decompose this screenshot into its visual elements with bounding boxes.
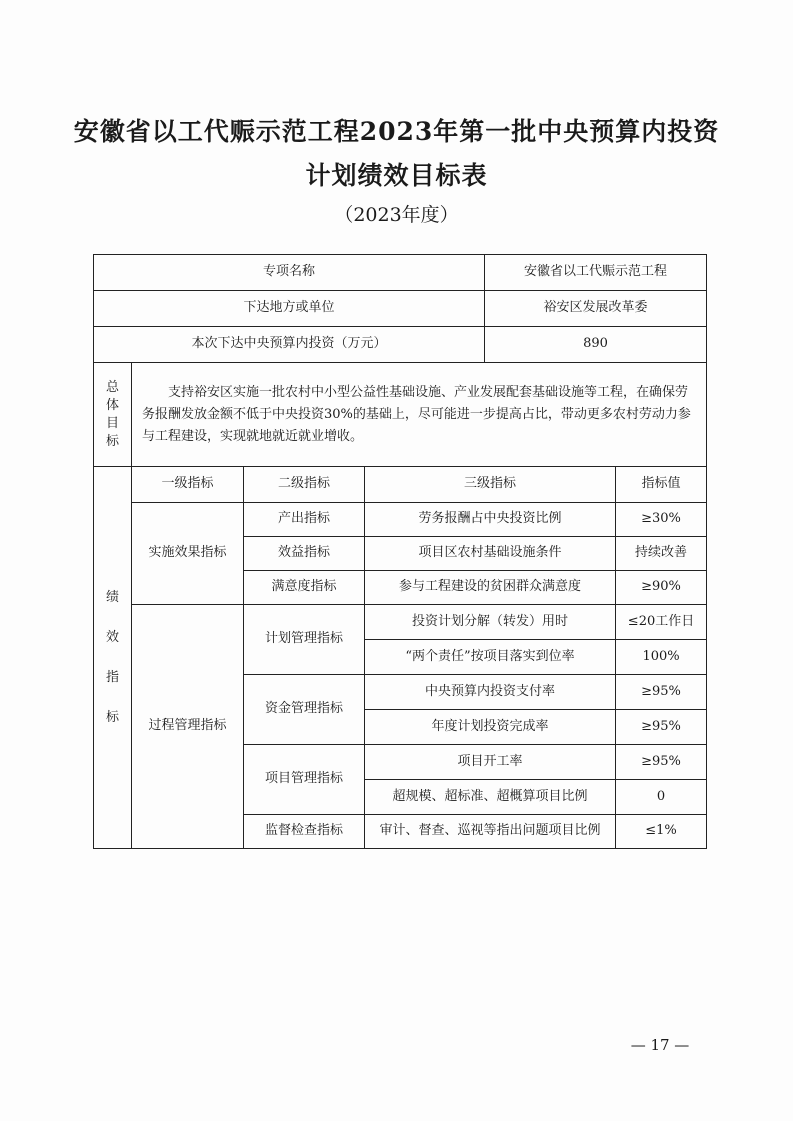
header-value: 指标值 xyxy=(616,467,707,503)
level2-cell: 计划管理指标 xyxy=(244,605,365,675)
level3-cell: 审计、督查、巡视等指出问题项目比例 xyxy=(365,815,616,849)
level1-cell: 实施效果指标 xyxy=(132,503,244,605)
level3-cell: 年度计划投资完成率 xyxy=(365,710,616,745)
level3-cell: “两个责任”按项目落实到位率 xyxy=(365,640,616,675)
level3-cell: 投资计划分解（转发）用时 xyxy=(365,605,616,640)
indicators-label-char: 标 xyxy=(105,709,119,725)
value-cell: 持续改善 xyxy=(616,537,707,571)
level3-cell: 中央预算内投资支付率 xyxy=(365,675,616,710)
value-cell: ≥30% xyxy=(616,503,707,537)
level3-cell: 项目区农村基础设施条件 xyxy=(365,537,616,571)
value-cell: ≤1% xyxy=(616,815,707,849)
header-level2: 二级指标 xyxy=(244,467,365,503)
overall-goal-label-char: 标 xyxy=(105,433,119,449)
value-cell: ≤20工作日 xyxy=(616,605,707,640)
header-level3: 三级指标 xyxy=(365,467,616,503)
overall-goal-label xyxy=(94,363,132,467)
table-row xyxy=(94,503,707,537)
level2-cell: 产出指标 xyxy=(244,503,365,537)
table-row xyxy=(94,605,707,640)
unit-value: 裕安区发展改革委 xyxy=(485,291,707,327)
investment-value: 890 xyxy=(485,327,707,363)
level2-cell: 监督检查指标 xyxy=(244,815,365,849)
document-title-line1: 安徽省以工代赈示范工程2023年第一批中央预算内投资 xyxy=(73,117,720,146)
indicator-header-row xyxy=(94,467,707,503)
overall-goal-row xyxy=(94,363,707,467)
level1-cell: 过程管理指标 xyxy=(132,605,244,849)
overall-goal-label-char: 总 xyxy=(105,379,119,395)
indicators-label-char: 效 xyxy=(105,629,119,645)
project-name-label: 专项名称 xyxy=(94,255,485,291)
value-cell: ≥90% xyxy=(616,571,707,605)
table-row xyxy=(94,327,707,363)
level3-cell: 劳务报酬占中央投资比例 xyxy=(365,503,616,537)
level3-cell: 超规模、超标准、超概算项目比例 xyxy=(365,780,616,815)
level3-cell: 项目开工率 xyxy=(365,745,616,780)
table-row xyxy=(94,291,707,327)
indicators-label xyxy=(94,467,132,849)
value-cell: 0 xyxy=(616,780,707,815)
unit-label: 下达地方或单位 xyxy=(94,291,485,327)
overall-goal-text: 支持裕安区实施一批农村中小型公益性基础设施、产业发展配套基础设施等工程，在确保劳务报酬发放金额不低于中央投资30%的基础上，尽可能进一步提高占比，带动更多农村劳动力参与工程建设，实现就地就近就业增收。 xyxy=(132,363,707,467)
investment-label: 本次下达中央预算内投资（万元） xyxy=(94,327,485,363)
value-cell: ≥95% xyxy=(616,745,707,780)
level2-cell: 资金管理指标 xyxy=(244,675,365,745)
document-subtitle: （2023年度） xyxy=(334,204,459,226)
level3-cell: 参与工程建设的贫困群众满意度 xyxy=(365,571,616,605)
table-row xyxy=(94,255,707,291)
level2-cell: 满意度指标 xyxy=(244,571,365,605)
page-number: — 17 — xyxy=(630,1036,690,1054)
project-name-value: 安徽省以工代赈示范工程 xyxy=(485,255,707,291)
value-cell: 100% xyxy=(616,640,707,675)
document-title-line2: 计划绩效目标表 xyxy=(305,161,488,190)
header-level1: 一级指标 xyxy=(132,467,244,503)
indicators-label-char: 绩 xyxy=(105,589,119,605)
level2-cell: 效益指标 xyxy=(244,537,365,571)
overall-goal-label-char: 目 xyxy=(105,415,119,431)
performance-target-table xyxy=(93,254,707,849)
value-cell: ≥95% xyxy=(616,675,707,710)
overall-goal-label-char: 体 xyxy=(105,397,119,413)
indicators-label-char: 指 xyxy=(105,669,119,685)
value-cell: ≥95% xyxy=(616,710,707,745)
level2-cell: 项目管理指标 xyxy=(244,745,365,815)
